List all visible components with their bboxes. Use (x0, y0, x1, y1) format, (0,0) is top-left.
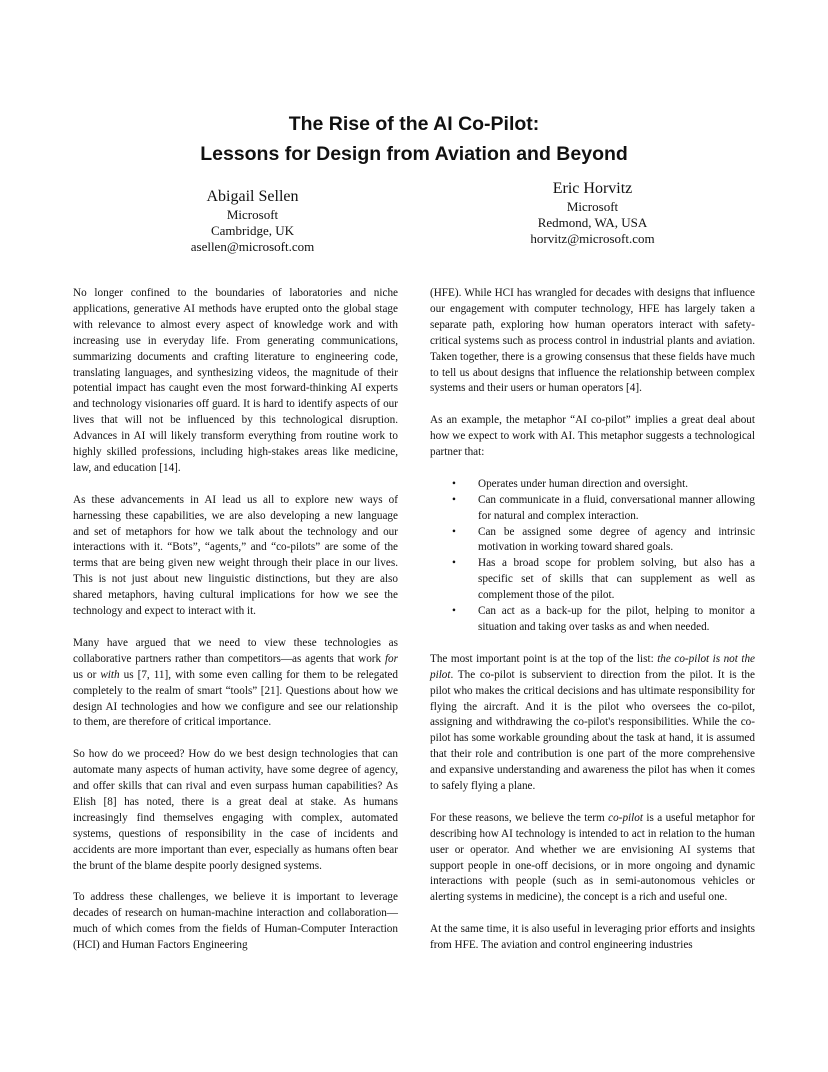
author-block-sellen (150, 187, 355, 255)
paragraph-text: The most important point is at the top of the list: (430, 652, 658, 665)
author-email: asellen@microsoft.com (190, 239, 315, 254)
bullet-icon: • (452, 525, 456, 538)
author-name: Abigail Sellen (206, 188, 299, 205)
author-organization: Microsoft (566, 199, 619, 214)
author-organization: Microsoft (226, 207, 279, 222)
paragraph-text: . The co-pilot is subservient to direction from the pilot. It is the pilot who makes the critical decisions and has ultimate responsibility for flying the aircraft. And it is the pilot who oversees the co-pilot, assigning and withdrawing the co-pilot's responsibilities. While the co-pilot has some workable grounding about the task at hand, it is assumed that their role and contribution is one part of the more comprehensive and expansive understanding and awareness the pilot has when it comes to safely flying a plane. (430, 668, 755, 793)
paragraph: So how do we proceed? How do we best design technologies that can automate many aspects of human activity, have some degree of agency, and offer skills that can rival and even surpass human capabilities? As Elish [8] has noted, there is a great deal at stake. As humans increasingly find themselves engaging with complex, automated systems, questions of responsibility in the case of incidents and accidents are more important than ever, especially as humans often bear the brunt of the blame despite poorly designed systems. (73, 748, 398, 872)
author-location: Cambridge, UK (210, 223, 295, 238)
list-item-text: Can be assigned some degree of agency and intrinsic motivation in working toward shared goals. (478, 525, 755, 554)
paragraph-text: For these reasons, we believe the term (430, 811, 609, 824)
author-location: Redmond, WA, USA (537, 215, 648, 230)
bullet-list (430, 477, 755, 636)
list-item-text: Can act as a back-up for the pilot, helping to monitor a situation and taking over tasks as and when needed. (478, 605, 755, 633)
paragraph-text: us or (73, 668, 101, 681)
emphasis-text: co-pilot (608, 811, 643, 824)
author-name: Eric Horvitz (552, 180, 633, 197)
left-column (73, 286, 398, 954)
paragraph (73, 636, 398, 731)
bullet-icon: • (452, 557, 456, 570)
author-email: horvitz@microsoft.com (530, 231, 655, 246)
list-item (430, 477, 755, 493)
list-item-text: Can communicate in a fluid, conversational manner allowing for natural and complex interaction. (478, 493, 755, 522)
paragraph-text: Many have argued that we need to view these technologies as collaborative partners rather than competitors—as agents that work (73, 636, 398, 665)
list-item (430, 604, 755, 636)
paragraph: To address these challenges, we believe it is important to leverage decades of research on human-machine interaction and collaboration—much of which comes from the fields of Human-Computer Interaction (HCI) and Human Factors Engineering (73, 891, 398, 952)
bullet-icon: • (452, 493, 456, 506)
paper-title (0, 109, 828, 169)
paragraph: As an example, the metaphor “AI co-pilot” implies a great deal about how we expect to work with AI. This metaphor suggests a technological partner that: (430, 414, 755, 459)
paragraph: At the same time, it is also useful in leveraging prior efforts and insights from HFE. The aviation and control engineering industries (430, 923, 755, 952)
paragraph-text: is a useful metaphor for describing how AI technology is intended to act in relation to the human user or operator. And whether we are envisioning AI systems that support people in one-off decisions, or in more ongoing and dynamic interactions with people (such as in semi-autonomous vehicles or alerting systems in medicine), the concept is a rich and useful one. (430, 811, 755, 904)
list-item (430, 556, 755, 604)
author-block-horvitz (490, 179, 695, 247)
title-line-2: Lessons for Design from Aviation and Beyond (200, 143, 628, 165)
paragraph: No longer confined to the boundaries of laboratories and niche applications, generative AI methods have erupted onto the global stage with relevance to almost every aspect of knowledge work and with increasing use in everyday life. From generating communications, summarizing documents and crafting literature to engineering code, translating languages, and synthesizing videos, the magnitude of their potential impact has caught even the most forward-thinking AI experts and technology visionaries off guard. It is hard to identify aspects of our lives that will not be influenced by this technological disruption. Advances in AI will likely transform everything from routine work to highly skilled professions, including high-stakes areas like medicine, law, and education [14]. (73, 287, 398, 474)
list-item-text: Has a broad scope for problem solving, but also has a specific set of skills that can supplement as well as complement those of the pilot. (478, 557, 755, 602)
bullet-icon: • (452, 477, 456, 490)
emphasis-text: for (384, 652, 398, 665)
list-item (430, 525, 755, 557)
paragraph: (HFE). While HCI has wrangled for decades with designs that influence our engagement with computer technology, HFE has largely taken a separate path, exploring how human operators interact with safety-critical systems such as process control in industrial plants and aviation. Taken together, there is a growing consensus that these fields have much to tell us about designs that influence the relationship between complex systems and their users or human operators [4]. (430, 287, 755, 395)
paragraph (430, 652, 755, 795)
list-item-text: Operates under human direction and oversight. (478, 477, 689, 490)
paragraph-text: us [7, 11], with some even calling for them to be relegated completely to the realm of smart “tools” [21]. Questions about how we design AI technologies and how we configure and see our relationship to them, are therefore of critical importance. (73, 668, 398, 729)
bullet-icon: • (452, 605, 456, 618)
paragraph (430, 811, 755, 906)
emphasis-text: the co-pilot is not the pilot (430, 652, 756, 681)
paragraph: As these advancements in AI lead us all to explore new ways of harnessing these capabilities, we are also developing a new language and set of metaphors for how we talk about the technology and our interactions with it. “Bots”, “agents,” and “co-pilots” are some of the terms that are being given new weight through their place in our lives. This is not just about new linguistic distinctions, but they are also shared metaphors, having cultural implications for how we see the technology and expect to interact with it. (73, 493, 398, 618)
list-item (430, 493, 755, 525)
emphasis-text: with (100, 668, 120, 681)
title-line-1: The Rise of the AI Co-Pilot: (288, 113, 540, 135)
right-column (430, 286, 755, 954)
